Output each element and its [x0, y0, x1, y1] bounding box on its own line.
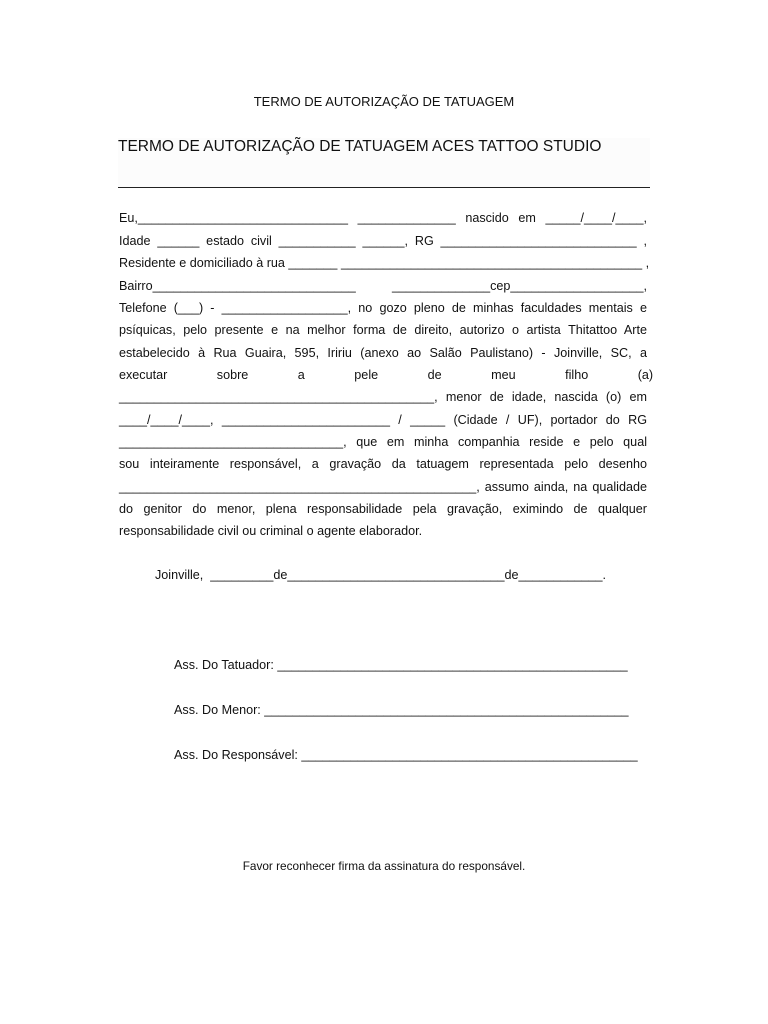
body-line-phone: Telefone (___) - __________________, no gozo pleno de minhas faculdades mentais e [119, 301, 647, 315]
heading-rule [118, 187, 650, 188]
signature-tatuador: Ass. Do Tatuador: __________________________________________________ [174, 658, 628, 672]
body-line-text: responsabilidade civil ou criminal o agente elaborador. [119, 524, 423, 538]
body-line-text: do genitor do menor, plena responsabilidade pela gravação, eximindo de qualquer [119, 502, 647, 516]
body-line-text: psíquicas, pelo presente e na melhor forma de direito, autorizo o artista Thitattoo Arte [119, 323, 647, 337]
date-line: Joinville, _________de_______________________________de____________. [155, 568, 607, 582]
document-title: TERMO DE AUTORIZAÇÃO DE TATUAGEM [253, 94, 515, 109]
body-line-district: Bairro_____________________________ ______________cep___________________, [119, 279, 647, 293]
footer-note: Favor reconhecer firma da assinatura do responsável. [242, 859, 526, 873]
signature-responsavel: Ass. Do Responsável: ________________________________________________ [174, 748, 638, 762]
body-line-minor-birth: ____/____/____, ________________________ / _____ (Cidade / UF), portador do RG [119, 413, 647, 427]
body-line-address: Residente e domiciliado à rua _______ ___________________________________________ , [119, 256, 650, 270]
body-line-minor-name: _____________________________________________, menor de idade, nascida (o) em [119, 390, 647, 404]
body-line-text: executar sobre a pele de meu filho (a) [119, 368, 654, 382]
body-line-text: estabelecido à Rua Guaira, 595, Iririu (anexo ao Salão Paulistano) - Joinville, SC, a [119, 346, 647, 360]
body-line-age: Idade ______ estado civil ___________ ______, RG ____________________________ , [119, 234, 647, 248]
body-line-text: sou inteiramente responsável, a gravação da tatuagem representada pelo desenho [119, 457, 647, 471]
body-line-name: Eu,______________________________ ______________ nascido em _____/____/____, [119, 211, 647, 225]
body-line-minor-rg: ________________________________, que em minha companhia reside e pelo qual [119, 435, 647, 449]
document-heading: TERMO DE AUTORIZAÇÃO DE TATUAGEM ACES TATTOO STUDIO [118, 138, 602, 155]
signature-menor: Ass. Do Menor: ____________________________________________________ [174, 703, 629, 717]
body-line-design: ___________________________________________________, assumo ainda, na qualidade [119, 480, 647, 494]
